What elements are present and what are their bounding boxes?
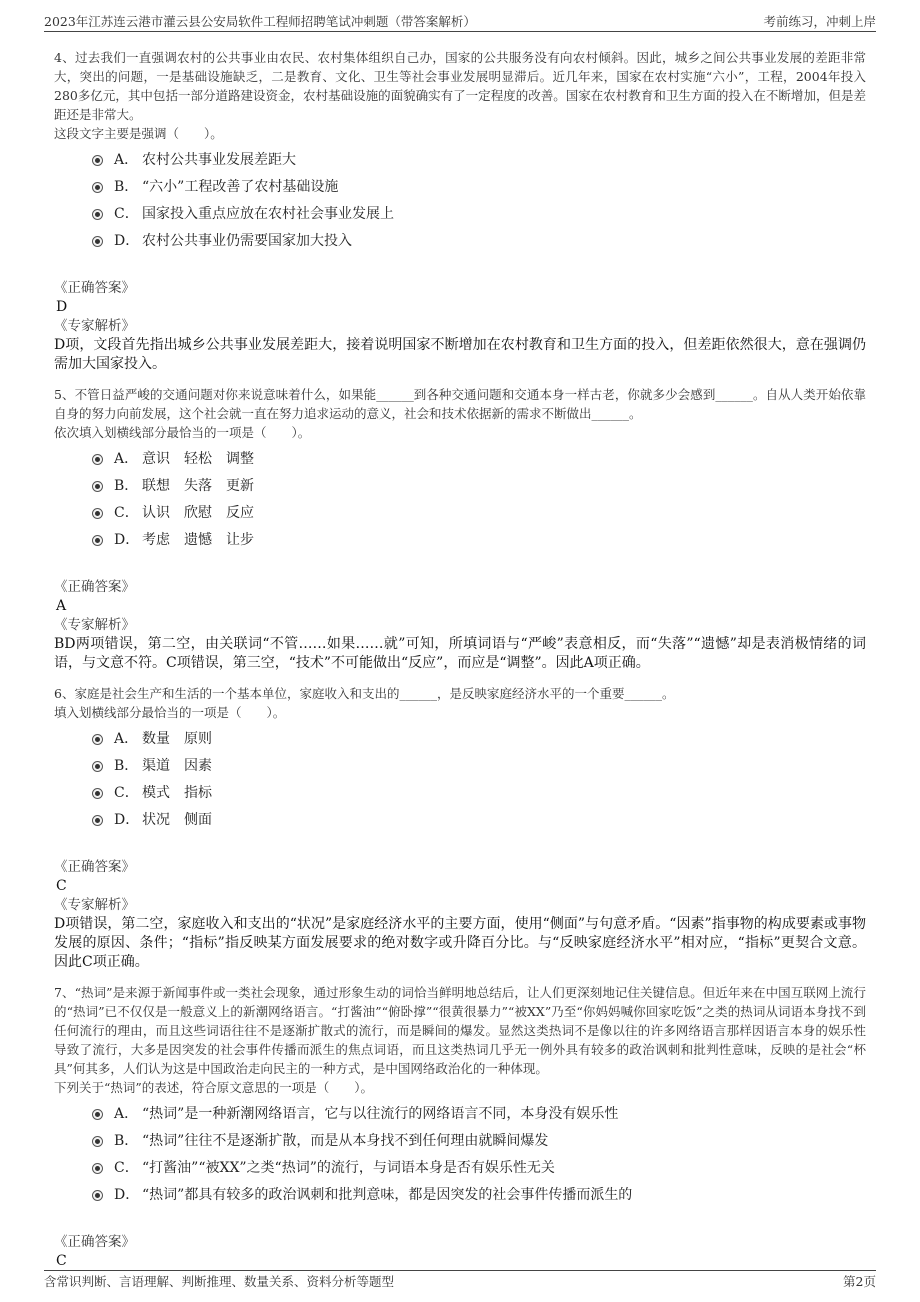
page-header [0, 0, 920, 34]
question-5 [54, 385, 866, 673]
answer-label: 《正确答案》 [54, 280, 135, 296]
radio-icon[interactable] [92, 236, 103, 247]
radio-icon[interactable] [92, 1136, 103, 1147]
question-6 [54, 684, 866, 972]
option-text: 模式 指标 [142, 785, 212, 801]
option-b[interactable] [54, 473, 866, 500]
option-b[interactable] [54, 174, 866, 201]
radio-icon[interactable] [92, 155, 103, 166]
radio-icon[interactable] [92, 508, 103, 519]
option-d[interactable] [54, 527, 866, 554]
option-letter: A． [114, 451, 139, 467]
question-prompt: 这段文字主要是强调（ ）。 [54, 126, 223, 141]
option-list [54, 446, 866, 554]
option-d[interactable] [54, 1182, 866, 1209]
option-d[interactable] [54, 228, 866, 255]
option-letter: D． [114, 1187, 140, 1203]
option-c[interactable] [54, 500, 866, 527]
option-text: “热词”都具有较多的政治讽刺和批判意味，都是因突发的社会事件传播而派生的 [142, 1187, 633, 1203]
option-letter: C． [114, 505, 139, 521]
radio-icon[interactable] [92, 481, 103, 492]
option-letter: C． [114, 1160, 139, 1176]
option-letter: A． [114, 1106, 139, 1122]
question-prompt: 依次填入划横线部分最恰当的一项是（ ）。 [54, 425, 311, 440]
option-text: 农村公共事业仍需要国家加大投入 [142, 233, 352, 249]
question-text: 4、过去我们一直强调农村的公共事业由农民、农村集体组织自己办，国家的公共服务没有向农村倾斜。因此，城乡之间公共事业发展的差距非常大，突出的问题，一是基础设施缺乏，二是教育、文化、卫生等社会事业发展明显滞后。近几年来，国家在农村实施“六小”，工程，2004年投入280多亿元，其中包括一部分道路建设资金，农村基础设施的面貌确实有了一定程度的改善。国家在农村教育和卫生方面的投入在不断增加，但是差距还是非常大。 [54, 50, 866, 122]
option-letter: A． [114, 731, 139, 747]
radio-icon[interactable] [92, 1109, 103, 1120]
question-7 [54, 983, 866, 1271]
questions-area [54, 48, 866, 1271]
answer-label: 《正确答案》 [54, 579, 135, 595]
option-letter: D． [114, 812, 140, 828]
option-text: 认识 欣慰 反应 [142, 505, 254, 521]
answer-value: D [56, 299, 68, 315]
analysis-text: BD两项错误，第二空，由关联词“不管……如果……就”可知，所填词语与“严峻”表意相反，而“失落”“遗憾”却是表消极情绪的词语，与文意不符。C项错误，第三空，“技术”不可能做出“反应”，而应是“调整”。因此A项正确。 [54, 636, 866, 671]
option-letter: B． [114, 179, 139, 195]
page-footer [0, 1262, 920, 1302]
question-prompt: 下列关于“热词”的表述，符合原文意思的一项是（ ）。 [54, 1080, 374, 1095]
option-text: “打酱油”“被XX”之类“热词”的流行，与词语本身是否有娱乐性无关 [142, 1160, 555, 1176]
option-letter: B． [114, 758, 139, 774]
option-text: “六小”工程改善了农村基础设施 [142, 179, 339, 195]
analysis-text: D项，文段首先指出城乡公共事业发展差距大，接着说明国家不断增加在农村教育和卫生方面的投入，但差距依然很大，意在强调仍需加大国家投入。 [54, 337, 866, 372]
option-text: 联想 失落 更新 [142, 478, 254, 494]
radio-icon[interactable] [92, 535, 103, 546]
radio-icon[interactable] [92, 788, 103, 799]
option-c[interactable] [54, 780, 866, 807]
option-letter: C． [114, 785, 139, 801]
document-title: 2023年江苏连云港市灌云县公安局软件工程师招聘笔试冲刺题（带答案解析） [44, 14, 476, 29]
option-letter: D． [114, 233, 140, 249]
question-text: 5、不管日益严峻的交通问题对你来说意味着什么，如果能______到各种交通问题和交通本身一样古老，你就多少会感到______。自从人类开始依靠自身的努力向前发展，这个社会就一直在努力追求运动的意义，社会和技术依据新的需求不断做出______。 [54, 387, 866, 421]
radio-icon[interactable] [92, 815, 103, 826]
option-a[interactable] [54, 147, 866, 174]
radio-icon[interactable] [92, 761, 103, 772]
option-letter: B． [114, 1133, 139, 1149]
question-4 [54, 48, 866, 374]
option-text: 考虑 遗憾 让步 [142, 532, 254, 548]
analysis-label: 《专家解析》 [54, 318, 135, 334]
radio-icon[interactable] [92, 1163, 103, 1174]
option-letter: C． [114, 206, 139, 222]
footer-divider [44, 1270, 876, 1271]
radio-icon[interactable] [92, 734, 103, 745]
option-list [54, 1101, 866, 1209]
question-text: 6、家庭是社会生产和生活的一个基本单位，家庭收入和支出的______，是反映家庭经济水平的一个重要______。 [54, 686, 675, 701]
radio-icon[interactable] [92, 1190, 103, 1201]
analysis-text: D项错误，第二空，家庭收入和支出的“状况”是家庭经济水平的主要方面，使用“侧面”与句意矛盾。“因素”指事物的构成要素或事物发展的原因、条件；“指标”指反映某方面发展要求的绝对数字或升降百分比。与“反映家庭经济水平”相对应，“指标”更契合文意。因此C项正确。 [54, 916, 866, 970]
option-d[interactable] [54, 807, 866, 834]
option-c[interactable] [54, 201, 866, 228]
option-letter: D． [114, 532, 140, 548]
option-text: 意识 轻松 调整 [142, 451, 254, 467]
option-text: 渠道 因素 [142, 758, 212, 774]
answer-value: A [56, 598, 67, 614]
option-text: 状况 侧面 [142, 812, 212, 828]
answer-label: 《正确答案》 [54, 859, 135, 875]
analysis-label: 《专家解析》 [54, 897, 135, 913]
answer-label: 《正确答案》 [54, 1234, 135, 1250]
footer-categories: 含常识判断、言语理解、判断推理、数量关系、资料分析等题型 [44, 1274, 395, 1289]
answer-value: C [56, 1253, 67, 1269]
option-a[interactable] [54, 1101, 866, 1128]
option-list [54, 147, 866, 255]
header-divider [44, 31, 876, 32]
option-b[interactable] [54, 753, 866, 780]
option-text: 数量 原则 [142, 731, 212, 747]
question-prompt: 填入划横线部分最恰当的一项是（ ）。 [54, 705, 286, 720]
answer-value: C [56, 878, 67, 894]
option-letter: A． [114, 152, 139, 168]
header-slogan: 考前练习，冲刺上岸 [763, 14, 876, 29]
radio-icon[interactable] [92, 182, 103, 193]
option-c[interactable] [54, 1155, 866, 1182]
option-list [54, 726, 866, 834]
question-text: 7、“热词”是来源于新闻事件或一类社会现象，通过形象生动的词恰当鲜明地总结后，让人们更深刻地记住关键信息。但近年来在中国互联网上流行的“热词”已不仅仅是一般意义上的新潮网络语言。“打酱油”“俯卧撑”“很黄很暴力”“被XX”乃至“你妈妈喊你回家吃饭”之类的热词从词语本身找不到任何流行的理由，而且这些词语往往不是逐渐扩散式的流行，而是瞬间的爆发。显然这类热词不是像以往的许多网络语言那样因语言本身的娱乐性导致了流行，大多是因突发的社会事件传播而派生的焦点词语，而且这类热词几乎无一例外具有较多的政治讽刺和批判性意味，反映的是社会“杯具”何其多，人们认为这是中国政治走向民主的一种方式，是中国网络政治化的一种体现。 [54, 985, 866, 1076]
option-text: 农村公共事业发展差距大 [142, 152, 296, 168]
page-number: 第2页 [843, 1274, 876, 1289]
option-text: “热词”往往不是逐渐扩散，而是从本身找不到任何理由就瞬间爆发 [142, 1133, 549, 1149]
option-letter: B． [114, 478, 139, 494]
option-a[interactable] [54, 446, 866, 473]
radio-icon[interactable] [92, 209, 103, 220]
analysis-label: 《专家解析》 [54, 617, 135, 633]
option-text: “热词”是一种新潮网络语言，它与以往流行的网络语言不同，本身没有娱乐性 [142, 1106, 619, 1122]
option-text: 国家投入重点应放在农村社会事业发展上 [142, 206, 394, 222]
option-a[interactable] [54, 726, 866, 753]
radio-icon[interactable] [92, 454, 103, 465]
option-b[interactable] [54, 1128, 866, 1155]
